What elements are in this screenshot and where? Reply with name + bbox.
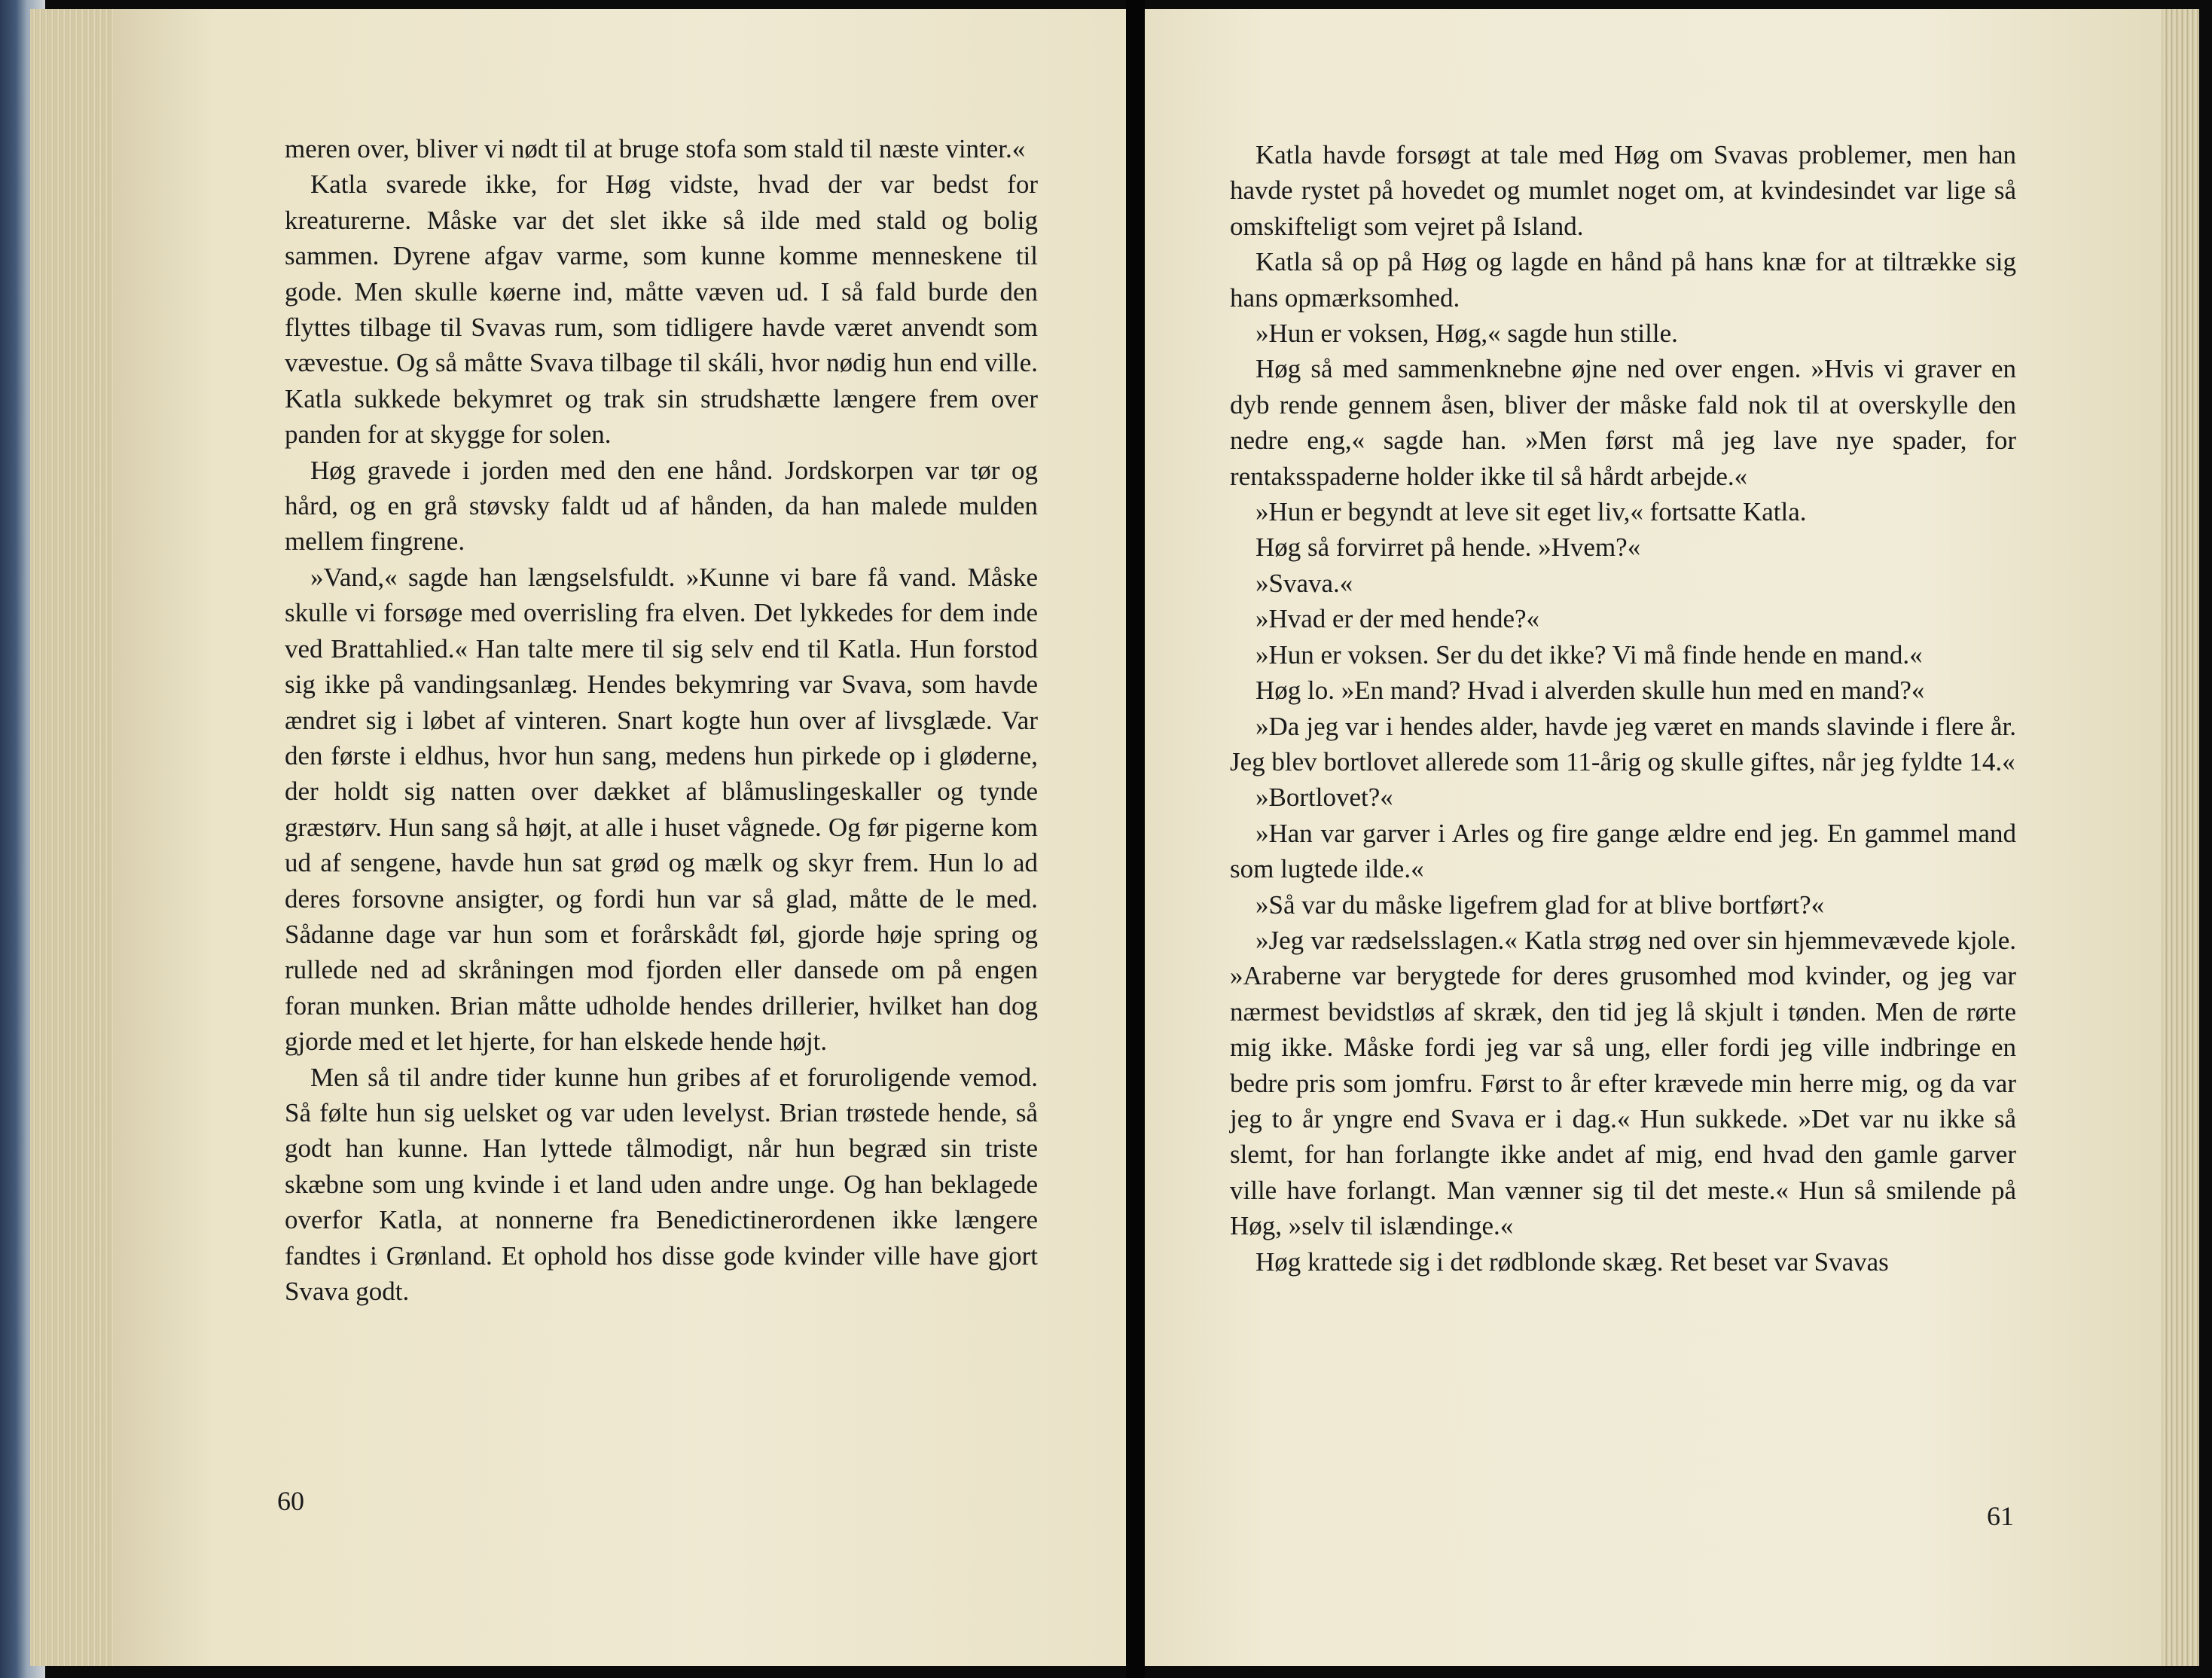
- paragraph: »Hun er voksen. Ser du det ikke? Vi må finde hende en mand.«: [1256, 639, 1923, 670]
- paragraph: Høg så forvirret på hende. »Hvem?«: [1256, 532, 1641, 563]
- left-page: [113, 9, 1126, 1666]
- paragraph: »Hun er voksen, Høg,« sagde hun stille.: [1256, 319, 1678, 349]
- paragraph: »Hvad er der med hende?«: [1256, 604, 1540, 634]
- left-page-text: [285, 131, 1038, 1309]
- paragraph: Høg lo. »En mand? Hvad i alverden skulle hun med en mand?«: [1256, 676, 1925, 706]
- paragraph: meren over, bliver vi nødt til at bruge stofa som stald til næste vinter.«: [285, 134, 1026, 163]
- right-page-edges: [2162, 9, 2199, 1666]
- paragraph: »Vand,« sagde han længselsfuldt. »Kunne vi bare få vand. Måske skulle vi forsøge med overrisling fra elven. Det lykkedes for dem inde ved Brattahlied.« Han talte mere til sig selv end til Katla. Hun forstod sig ikke på vandingsanlæg. Hendes bekymring var Svava, som havde ændret sig i løbet af vinteren. Snart kogte hun over af livsglæde. Var den første i eldhus, hvor hun sang, medens hun pirkede op i gløderne, der holdt sig natten over dækket af blåmuslingeskaller og tynde græstørv. Hun sang så højt, at alle i huset vågnede. Og før pigerne kom ud af sengene, havde hun sat grød og mælk og skyr frem. Hun lo ad deres forsovne ansigter, og fordi hun var så glad, måtte de le med. Sådanne dage var hun som et forårskådt føl, gjorde høje spring og rullede ned ad skråningen mod fjorden eller dansede om på engen foran munken. Brian måtte udholde hendes drillerier, hvilket han dog gjorde med et let hjerte, for han elskede hende højt.: [285, 562, 1038, 1057]
- paragraph: »Han var garver i Arles og fire gange ældre end jeg. En gammel mand som lugtede ilde.«: [1230, 818, 2016, 884]
- right-page-text: [1230, 137, 2016, 1280]
- paragraph: »Bortlovet?«: [1256, 783, 1393, 813]
- page-number: 61: [1987, 1501, 2014, 1531]
- paragraph: Katla svarede ikke, for Høg vidste, hvad der var bedst for kreaturerne. Måske var det slet ikke så ilde med stald og bolig sammen. Dyrene afgav varme, som kunne komme menneskene til gode. Men skulle køerne ind, måtte væven ud. I så fald burde den flyttes tilbage til Svavas rum, som tidligere havde været anvendt som vævestue. Og så måtte Svava tilbage til skáli, hvor nødig hun end ville. Katla sukkede bekymret og trak sin strudshætte længere frem over panden for at skygge for solen.: [285, 169, 1038, 450]
- paragraph: Katla havde forsøgt at tale med Høg om Svavas problemer, men han havde rystet på hovedet og mumlet noget om, at kvindesindet var lige så omskifteligt som vejret på Island.: [1230, 140, 2016, 241]
- page-number: 60: [277, 1486, 304, 1516]
- paragraph: »Så var du måske ligefrem glad for at blive bortført?«: [1256, 889, 1825, 920]
- paragraph: »Svava.«: [1256, 568, 1353, 598]
- paragraph: »Hun er begyndt at leve sit eget liv,« fortsatte Katla.: [1256, 497, 1807, 527]
- paragraph: »Da jeg var i hendes alder, havde jeg været en mands slavinde i flere år. Jeg blev bortlovet allerede som 11-årig og skulle giftes, når jeg fyldte 14.«: [1230, 711, 2016, 776]
- book-gutter: [1126, 0, 1145, 1678]
- paragraph: Høg krattede sig i det rødblonde skæg. Ret beset var Svavas: [1256, 1246, 1889, 1277]
- right-page: [1145, 9, 2165, 1666]
- paragraph: Katla så op på Høg og lagde en hånd på hans knæ for at tiltrække sig hans opmærksomhed.: [1230, 247, 2016, 313]
- paragraph: Men så til andre tider kunne hun gribes af et foruroligende vemod. Så følte hun sig uelsket og var uden levelyst. Brian trøstede hende, så godt han kunne. Han lyttede tålmodigt, når hun begræd sin triste skæbne som ung kvinde i et land uden andre unge. Og han beklagede overfor Katla, at nonnerne fra Benedictinerordenen ikke længere fandtes i Grønland. Et ophold hos disse gode kvinder ville have gjort Svava godt.: [285, 1062, 1038, 1306]
- paragraph: Høg gravede i jorden med den ene hånd. Jordskorpen var tør og hård, og en grå støvsky faldt ud af hånden, da han malede mulden mellem fingrene.: [285, 455, 1038, 557]
- paragraph: Høg så med sammenknebne øjne ned over engen. »Hvis vi graver en dyb rende gennem åsen, bliver der måske fald nok til at overskylle den nedre eng,« sagde han. »Men først må jeg lave nye spader, for rentaksspaderne holder ikke til så hårdt arbejde.«: [1230, 354, 2016, 491]
- paragraph: »Jeg var rædselsslagen.« Katla strøg ned over sin hjemmevævede kjole. »Araberne var berygtede for deres grusomhed mod kvinder, og jeg var nærmest bevidstløs af skræk, den tid jeg lå skjult i tønden. Men de rørte mig ikke. Måske fordi jeg var så ung, eller fordi jeg ville indbringe en bedre pris som jomfru. Først to år efter krævede min herre mig, og da var jeg to år yngre end Svava er i dag.« Hun sukkede. »Det var nu ikke så slemt, for han forlangte ikke andet af mig, end hvad den gamle garver ville have forlangt. Man vænner sig til det meste.« Hun så smilende på Høg, »selv til islændinge.«: [1230, 925, 2016, 1241]
